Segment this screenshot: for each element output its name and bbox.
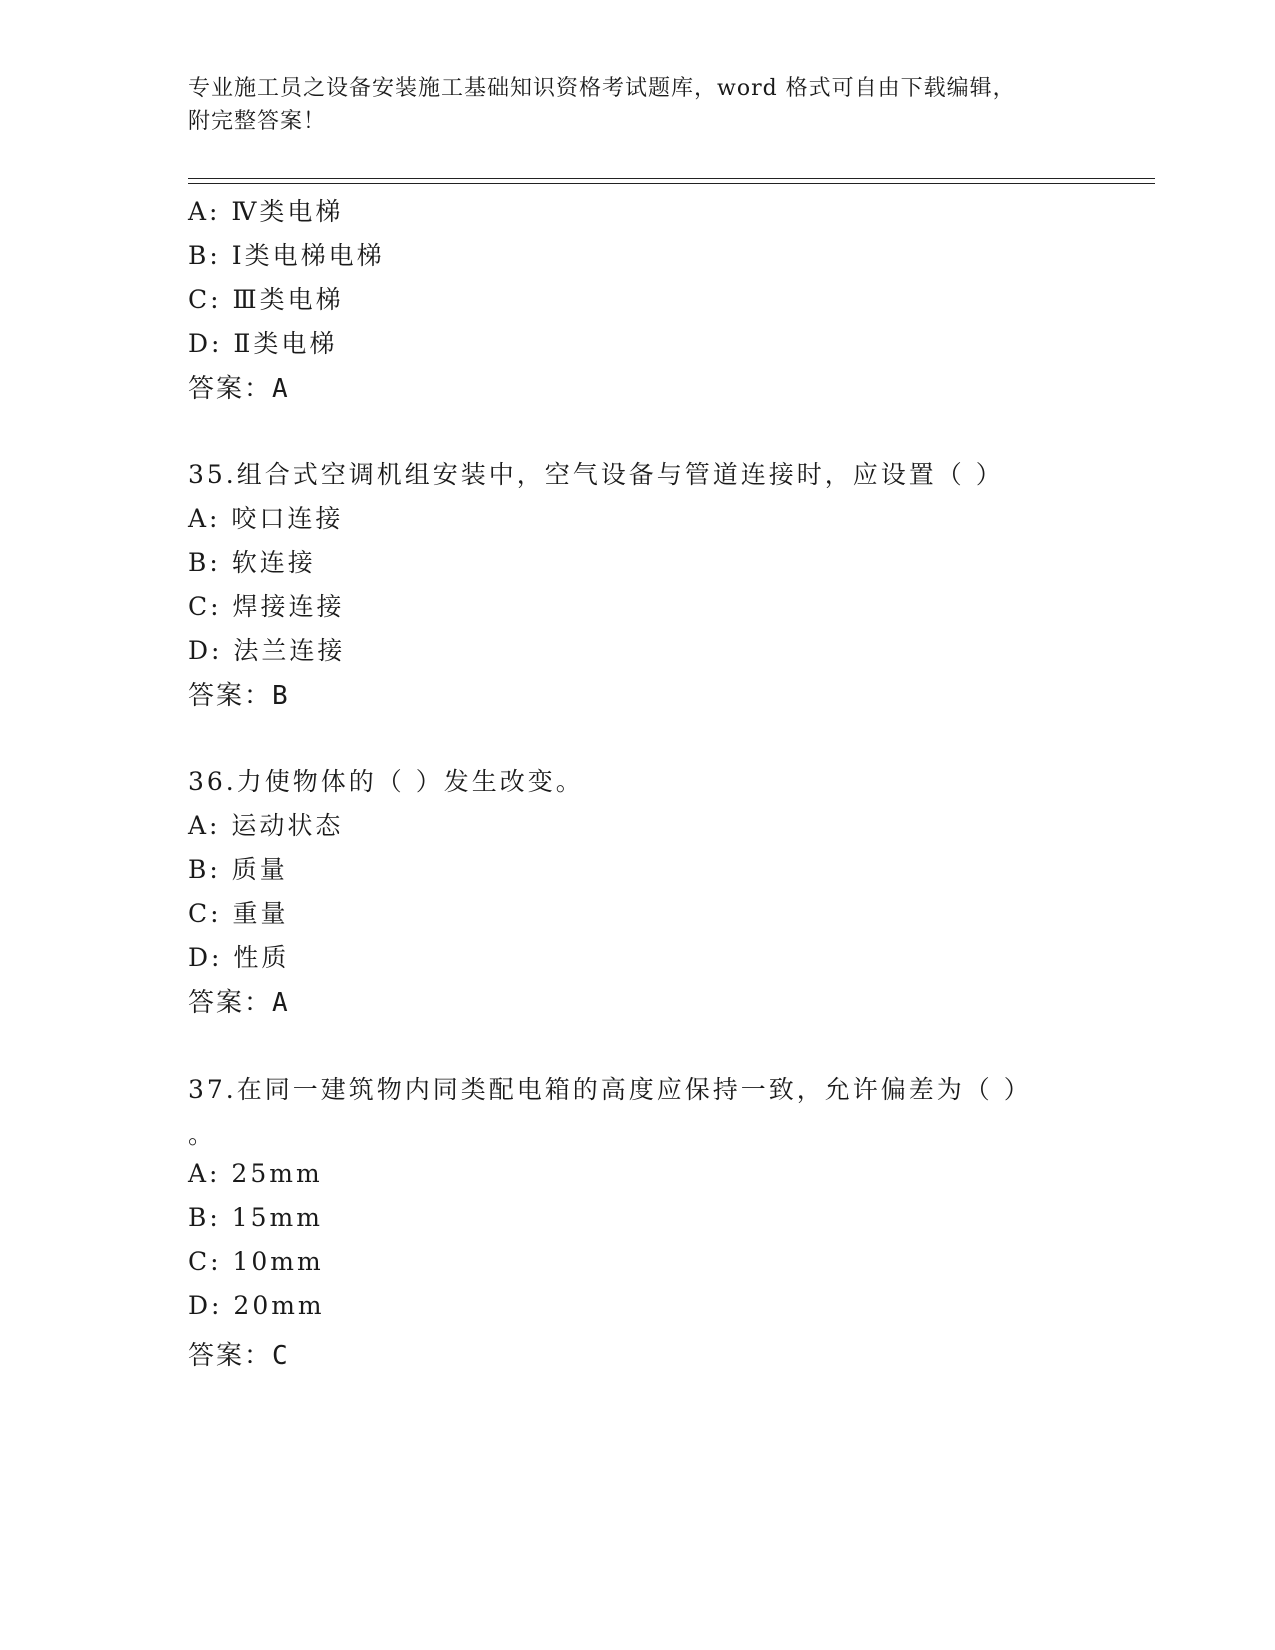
option-a: A: 运动状态: [188, 811, 344, 840]
question-stem: 35.组合式空调机组安装中，空气设备与管道连接时，应设置（ ）: [188, 460, 1004, 489]
option-d: D: 法兰连接: [188, 636, 346, 665]
option-d: D: Ⅱ类电梯: [188, 329, 338, 358]
question-stem: 37.在同一建筑物内同类配电箱的高度应保持一致，允许偏差为（ ）: [188, 1075, 1032, 1104]
header-divider-top: [188, 178, 1155, 179]
option-c: C: 10mm: [188, 1247, 324, 1276]
question-stem-continuation: 。: [188, 1120, 217, 1149]
answer-value: B: [272, 681, 289, 711]
answer-line: [188, 1335, 289, 1372]
answer-label: 答案：: [188, 988, 273, 1018]
option-d: D: 性质: [188, 943, 290, 972]
answer-line: [188, 368, 289, 405]
option-b: B: 软连接: [188, 548, 316, 577]
header-line-1: 专业施工员之设备安装施工基础知识资格考试题库，word 格式可自由下载编辑，: [188, 76, 1016, 101]
option-a: A: 咬口连接: [188, 504, 344, 533]
answer-label: 答案：: [188, 1341, 273, 1371]
option-c: C: 焊接连接: [188, 592, 345, 621]
answer-line: [188, 982, 289, 1019]
answer-label: 答案：: [188, 374, 273, 404]
question-stem: 36.力使物体的（ ）发生改变。: [188, 767, 584, 796]
answer-value: A: [272, 988, 289, 1018]
option-a: A: 25mm: [188, 1159, 323, 1188]
option-b: B: 质量: [188, 855, 288, 884]
option-a: A: Ⅳ类电梯: [188, 197, 344, 226]
header-line-2: 附完整答案！: [188, 109, 327, 134]
option-c: C: 重量: [188, 899, 289, 928]
option-b: B: Ⅰ类电梯电梯: [188, 241, 385, 270]
option-c: C: Ⅲ类电梯: [188, 285, 344, 314]
answer-label: 答案：: [188, 681, 273, 711]
document-header: [188, 72, 1068, 138]
option-d: D: 20mm: [188, 1291, 325, 1320]
answer-value: C: [272, 1341, 289, 1371]
header-divider-bottom: [188, 183, 1155, 184]
answer-value: A: [272, 374, 289, 404]
answer-line: [188, 675, 289, 712]
option-b: B: 15mm: [188, 1203, 323, 1232]
